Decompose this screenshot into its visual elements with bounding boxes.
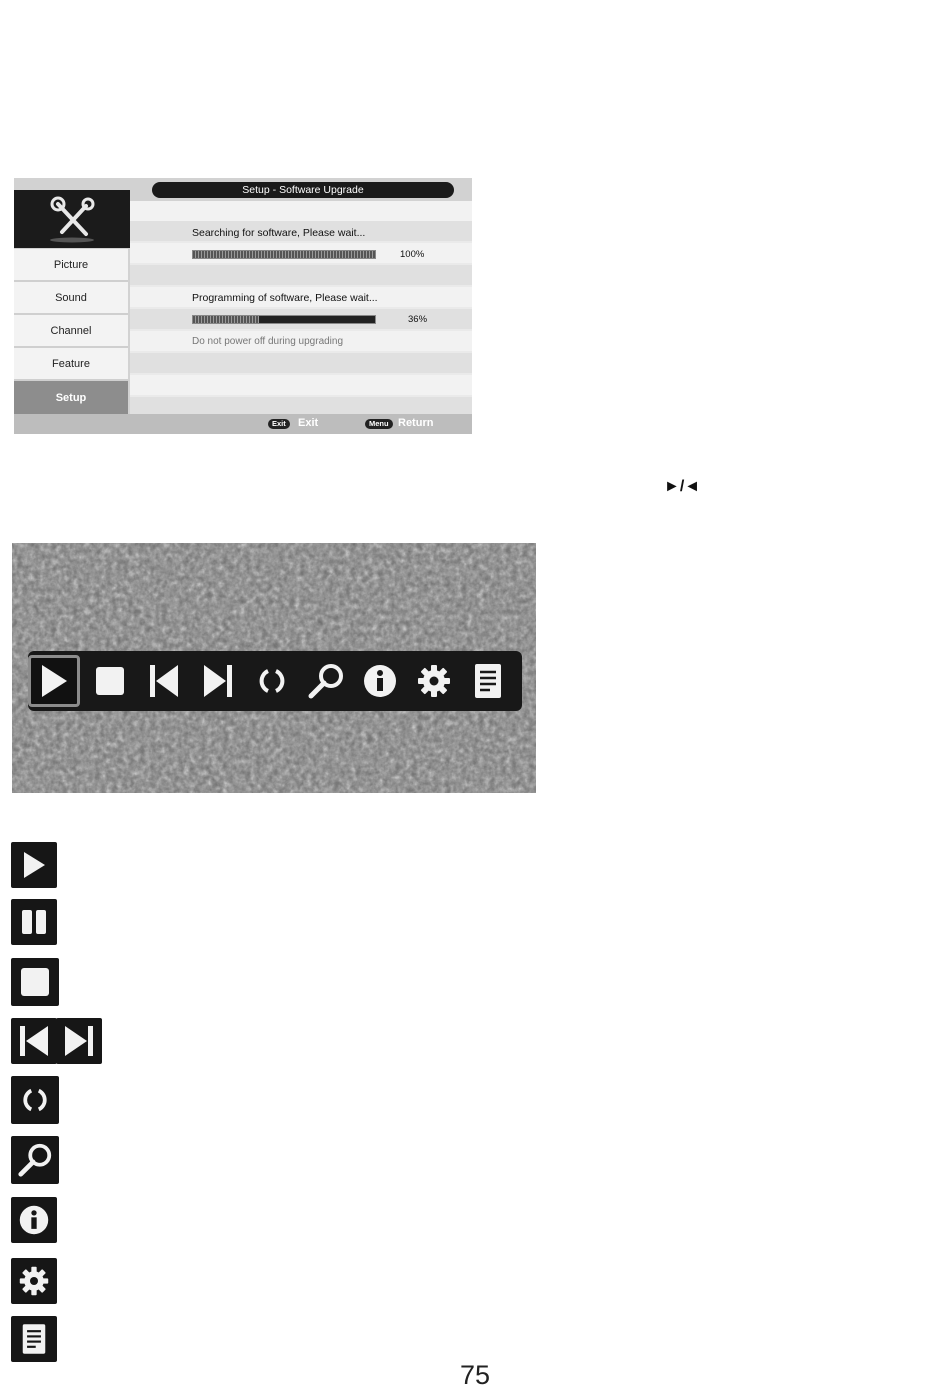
toolbar-search-button[interactable] — [300, 655, 352, 707]
legend-search-icon — [11, 1136, 59, 1184]
toolbar-next-button[interactable] — [192, 655, 244, 707]
sidebar-item-picture[interactable] — [14, 249, 128, 282]
program-progress-label: 36% — [408, 314, 428, 325]
sidebar-item-channel[interactable] — [14, 315, 128, 348]
legend-repeat-icon — [11, 1076, 59, 1124]
media-player-screen — [12, 543, 536, 793]
search-progress-label: 100% — [400, 249, 425, 260]
repeat-icon — [256, 665, 288, 697]
menu-key-badge: Menu — [365, 419, 393, 429]
playlist-icon — [473, 662, 503, 700]
toolbar-stop-button[interactable] — [84, 655, 136, 707]
toolbar-repeat-button[interactable] — [246, 655, 298, 707]
legend-playlist-icon — [11, 1316, 57, 1362]
menu-footer — [14, 414, 472, 434]
toolbar-play-button[interactable] — [28, 655, 80, 707]
sidebar-item-label: Picture — [53, 258, 89, 271]
exit-hint[interactable]: Exit — [298, 417, 319, 429]
search-status-text: Searching for software, Please wait... — [192, 227, 366, 239]
search-progress-fill — [193, 251, 375, 258]
sidebar-item-feature[interactable] — [14, 348, 128, 381]
sidebar-item-label: Channel — [50, 324, 92, 337]
search-progress-bar — [192, 250, 376, 259]
toolbar-playlist-button[interactable] — [462, 655, 514, 707]
info-icon — [362, 663, 398, 699]
legend-next-icon — [56, 1018, 102, 1064]
program-progress-fill — [193, 316, 259, 323]
toolbar-previous-button[interactable] — [138, 655, 190, 707]
toolbar-info-button[interactable] — [354, 655, 406, 707]
left-right-arrow-keys: ►/◄ — [664, 478, 701, 495]
media-toolbar — [28, 651, 522, 711]
menu-content — [130, 201, 472, 414]
stop-icon — [94, 665, 126, 697]
search-icon — [306, 661, 346, 701]
exit-key-badge: Exit — [268, 419, 290, 429]
toolbar-settings-button[interactable] — [408, 655, 460, 707]
page-number: 75 — [459, 1360, 491, 1390]
next-icon — [202, 663, 234, 699]
legend-settings-icon — [11, 1258, 57, 1304]
legend-stop-icon — [11, 958, 59, 1006]
menu-sidebar — [14, 190, 130, 434]
legend-pause-icon — [11, 899, 57, 945]
play-icon — [39, 663, 69, 699]
power-warning-text: Do not power off during upgrading — [192, 336, 344, 347]
program-status-text: Programming of software, Please wait... — [192, 292, 378, 304]
legend-previous-icon — [11, 1018, 57, 1064]
settings-icon — [416, 663, 452, 699]
return-hint[interactable]: Return — [398, 417, 434, 429]
legend-info-icon — [11, 1197, 57, 1243]
sidebar-item-label: Sound — [55, 291, 87, 304]
setup-menu-screen — [14, 178, 472, 434]
previous-icon — [148, 663, 180, 699]
sidebar-item-setup[interactable] — [14, 381, 128, 416]
legend-play-icon — [11, 842, 57, 888]
setup-tools-icon — [14, 190, 130, 248]
sidebar-item-label: Setup — [55, 391, 87, 404]
program-progress-bar — [192, 315, 376, 324]
menu-title: Setup - Software Upgrade — [152, 182, 454, 198]
sidebar-item-sound[interactable] — [14, 282, 128, 315]
sidebar-item-label: Feature — [52, 357, 90, 370]
program-progress-remaining — [259, 316, 375, 323]
